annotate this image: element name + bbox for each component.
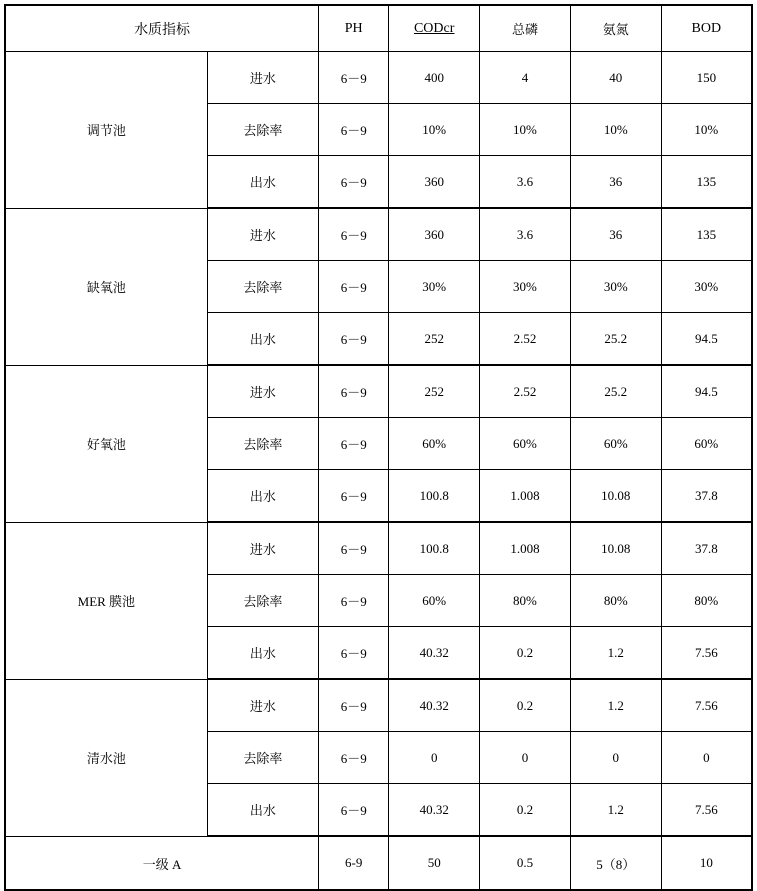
row-label: 出水 [207, 313, 318, 366]
header-ph: PH [319, 5, 389, 52]
cell-bod: 135 [661, 208, 752, 261]
cell-ph: 6－9 [319, 627, 389, 680]
cell-codcr: 252 [389, 313, 480, 366]
group-label-0: 调节池 [5, 52, 207, 209]
cell-nh3n: 36 [570, 156, 661, 209]
cell-codcr: 40.32 [389, 627, 480, 680]
cell-bod: 150 [661, 52, 752, 104]
standard-tp: 0.5 [480, 836, 571, 890]
cell-nh3n: 1.2 [570, 784, 661, 837]
cell-codcr: 30% [389, 261, 480, 313]
cell-bod: 37.8 [661, 522, 752, 575]
table-row [5, 365, 752, 418]
cell-codcr: 360 [389, 208, 480, 261]
group-label-1: 缺氧池 [5, 208, 207, 365]
cell-nh3n: 10.08 [570, 470, 661, 523]
cell-ph: 6－9 [319, 522, 389, 575]
row-label: 进水 [207, 365, 318, 418]
cell-nh3n: 30% [570, 261, 661, 313]
header-codcr: CODcr [389, 5, 480, 52]
cell-bod: 80% [661, 575, 752, 627]
table-footer-row [5, 836, 752, 890]
cell-ph: 6－9 [319, 313, 389, 366]
group-label-3: MER 膜池 [5, 522, 207, 679]
cell-bod: 10% [661, 104, 752, 156]
header-ammonia-nitrogen: 氨氮 [570, 5, 661, 52]
cell-ph: 6－9 [319, 365, 389, 418]
cell-bod: 94.5 [661, 313, 752, 366]
document-page [0, 4, 757, 872]
cell-codcr: 252 [389, 365, 480, 418]
cell-tp: 0 [480, 732, 571, 784]
cell-nh3n: 0 [570, 732, 661, 784]
cell-nh3n: 1.2 [570, 679, 661, 732]
header-total-phosphorus: 总磷 [480, 5, 571, 52]
cell-codcr: 40.32 [389, 679, 480, 732]
row-label: 去除率 [207, 104, 318, 156]
cell-nh3n: 40 [570, 52, 661, 104]
cell-ph: 6－9 [319, 679, 389, 732]
row-label: 去除率 [207, 418, 318, 470]
row-label: 进水 [207, 52, 318, 104]
cell-bod: 94.5 [661, 365, 752, 418]
cell-tp: 1.008 [480, 522, 571, 575]
row-label: 进水 [207, 679, 318, 732]
cell-tp: 30% [480, 261, 571, 313]
row-label: 去除率 [207, 261, 318, 313]
standard-bod: 10 [661, 836, 752, 890]
cell-ph: 6－9 [319, 732, 389, 784]
cell-codcr: 60% [389, 418, 480, 470]
cell-nh3n: 36 [570, 208, 661, 261]
cell-ph: 6－9 [319, 156, 389, 209]
cell-tp: 0.2 [480, 784, 571, 837]
standard-ph: 6-9 [319, 836, 389, 890]
cell-codcr: 40.32 [389, 784, 480, 837]
row-label: 出水 [207, 156, 318, 209]
row-label: 出水 [207, 627, 318, 680]
cell-bod: 30% [661, 261, 752, 313]
row-label: 出水 [207, 470, 318, 523]
cell-codcr: 0 [389, 732, 480, 784]
cell-ph: 6－9 [319, 104, 389, 156]
header-bod: BOD [661, 5, 752, 52]
cell-bod: 0 [661, 732, 752, 784]
cell-tp: 3.6 [480, 156, 571, 209]
cell-nh3n: 60% [570, 418, 661, 470]
cell-bod: 37.8 [661, 470, 752, 523]
table-row [5, 679, 752, 732]
cell-codcr: 100.8 [389, 522, 480, 575]
row-label: 出水 [207, 784, 318, 837]
cell-bod: 7.56 [661, 627, 752, 680]
cell-tp: 2.52 [480, 313, 571, 366]
cell-bod: 60% [661, 418, 752, 470]
table-row [5, 522, 752, 575]
cell-tp: 80% [480, 575, 571, 627]
cell-tp: 0.2 [480, 627, 571, 680]
table-header-row [5, 5, 752, 52]
cell-tp: 1.008 [480, 470, 571, 523]
row-label: 去除率 [207, 575, 318, 627]
table-row [5, 208, 752, 261]
cell-codcr: 60% [389, 575, 480, 627]
standard-codcr: 50 [389, 836, 480, 890]
cell-ph: 6－9 [319, 208, 389, 261]
cell-ph: 6－9 [319, 261, 389, 313]
table-row [5, 52, 752, 104]
cell-nh3n: 10.08 [570, 522, 661, 575]
water-quality-table [4, 4, 753, 891]
standard-label: 一级 A [5, 836, 319, 890]
cell-nh3n: 1.2 [570, 627, 661, 680]
cell-ph: 6－9 [319, 52, 389, 104]
cell-tp: 0.2 [480, 679, 571, 732]
cell-codcr: 360 [389, 156, 480, 209]
cell-nh3n: 10% [570, 104, 661, 156]
row-label: 去除率 [207, 732, 318, 784]
cell-tp: 3.6 [480, 208, 571, 261]
cell-nh3n: 25.2 [570, 365, 661, 418]
group-label-4: 清水池 [5, 679, 207, 836]
cell-bod: 7.56 [661, 679, 752, 732]
cell-ph: 6－9 [319, 470, 389, 523]
cell-bod: 7.56 [661, 784, 752, 837]
header-indicator: 水质指标 [5, 5, 319, 52]
cell-tp: 4 [480, 52, 571, 104]
cell-tp: 2.52 [480, 365, 571, 418]
cell-nh3n: 25.2 [570, 313, 661, 366]
cell-ph: 6－9 [319, 784, 389, 837]
cell-ph: 6－9 [319, 418, 389, 470]
cell-codcr: 400 [389, 52, 480, 104]
cell-tp: 60% [480, 418, 571, 470]
row-label: 进水 [207, 522, 318, 575]
cell-bod: 135 [661, 156, 752, 209]
cell-codcr: 10% [389, 104, 480, 156]
cell-nh3n: 80% [570, 575, 661, 627]
cell-ph: 6－9 [319, 575, 389, 627]
standard-nh3n: 5（8） [570, 836, 661, 890]
cell-tp: 10% [480, 104, 571, 156]
cell-codcr: 100.8 [389, 470, 480, 523]
group-label-2: 好氧池 [5, 365, 207, 522]
row-label: 进水 [207, 208, 318, 261]
